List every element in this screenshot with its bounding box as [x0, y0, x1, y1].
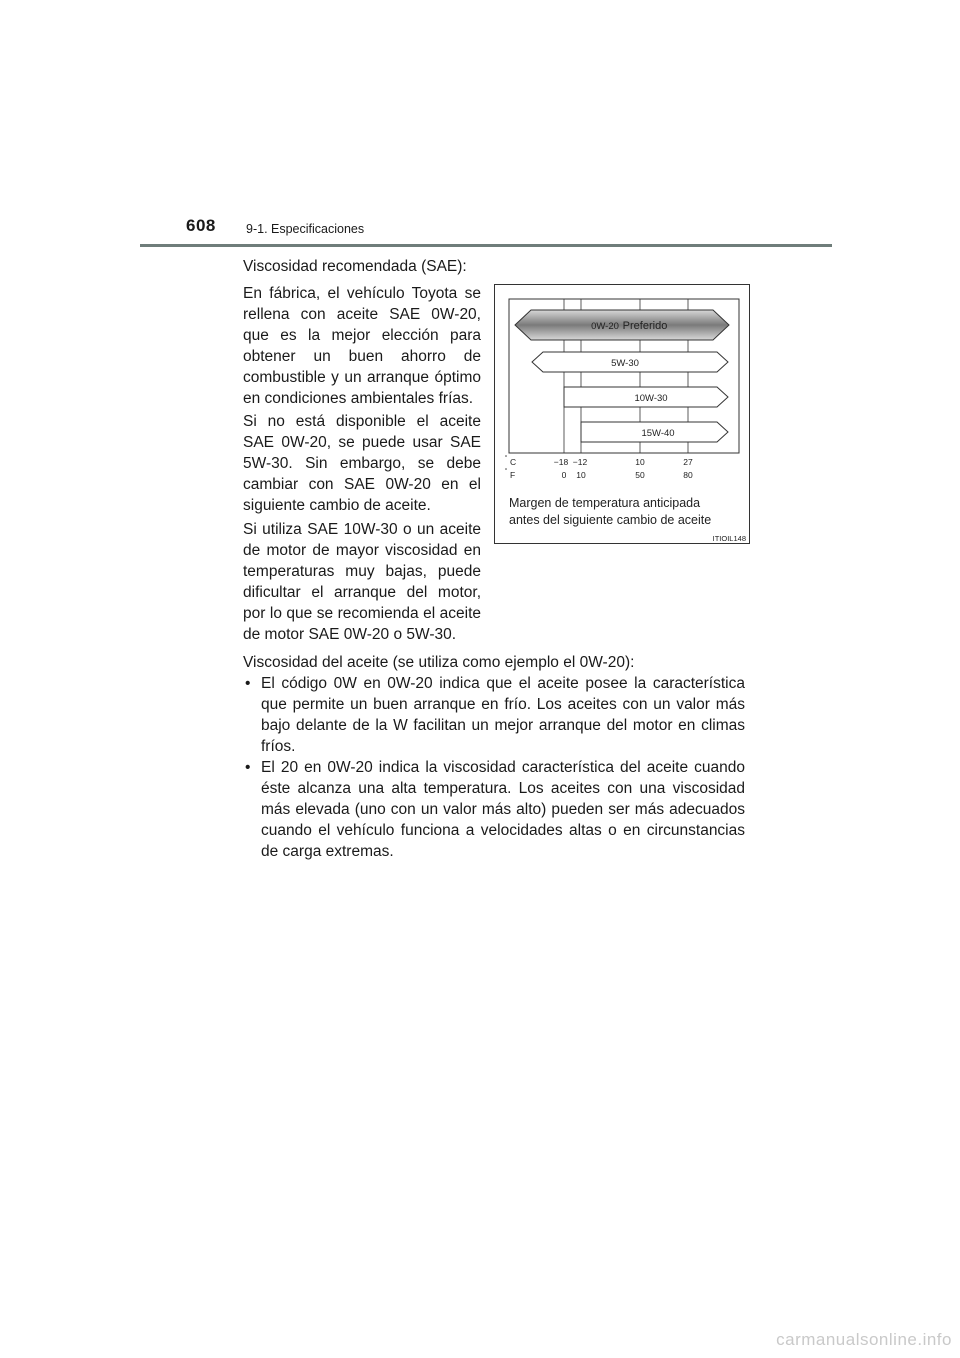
figure-caption: antes del siguiente cambio de aceite: [509, 513, 712, 527]
tick-f: 0: [561, 470, 567, 480]
paragraph-factory-oil: En fábrica, el vehículo Toyota se rellena con aceite SAE 0W-20, que es la mejor elección para obtener un buen ahorro de combustible y un arranque óptimo en condiciones ambientales frías.: [243, 285, 481, 407]
grade-0w20-tag: Preferido: [622, 320, 668, 332]
tick-f: 10: [576, 470, 586, 480]
viscosity-figure: [494, 284, 750, 544]
page-number: 608: [186, 216, 216, 235]
list-item: [243, 673, 745, 757]
tick-f: 80: [683, 470, 693, 480]
grade-15w40-label: 15W-40: [641, 428, 675, 439]
list-item: [243, 757, 745, 862]
unit-f-label: F: [510, 470, 516, 480]
viscosity-chart: [495, 285, 751, 545]
section-title: 9-1. Especificaciones: [246, 222, 365, 236]
grade-5w30-label: 5W-30: [611, 358, 639, 369]
lead-heading: Viscosidad recomendada (SAE):: [243, 258, 467, 275]
paragraph-alternative-oil: Si no está disponible el aceite SAE 0W-20, se puede usar SAE 5W-30. Sin embargo, se debe cambiar con SAE 0W-20 en el siguiente cambio de aceite.: [243, 413, 481, 514]
bullet-dot: •: [245, 759, 251, 776]
tick-f: 50: [635, 470, 645, 480]
bullet-dot: •: [245, 675, 251, 692]
unit-f-degree: ˚: [505, 469, 508, 476]
figure-code: ITIOIL148: [712, 534, 746, 543]
paragraph-high-viscosity: Si utiliza SAE 10W-30 o un aceite de motor de mayor viscosidad en temperaturas muy bajas, puede dificultar el arranque del motor, por lo que se recomienda el aceite de motor SAE 0W-20 o 5W-30.: [243, 521, 481, 643]
bullet-text: El 20 en 0W-20 indica la viscosidad característica del aceite cuando éste alcanza una alta temperatura. Los aceites con una viscosidad más elevada (uno con un valor más alto) pueden ser más adecuados cuando el vehículo funciona a velocidades altas o en circunstancias de carga extremas.: [261, 759, 745, 860]
grade-0w20-label: 0W-20: [591, 321, 619, 332]
viscosity-intro: Viscosidad del aceite (se utiliza como ejemplo el 0W-20):: [243, 654, 635, 671]
unit-c-degree: ˚: [505, 456, 508, 463]
tick-c: −18: [553, 457, 569, 467]
tick-c: 10: [635, 457, 645, 467]
figure-caption: Margen de temperatura anticipada: [509, 496, 701, 510]
header-rule: [140, 244, 832, 247]
site-watermark: carmanualsonline.info: [776, 1330, 952, 1349]
unit-c-label: C: [510, 457, 517, 467]
tick-c: 27: [683, 457, 693, 467]
grade-10w30-label: 10W-30: [634, 393, 668, 404]
viscosity-bullets: [243, 673, 745, 862]
tick-c: −12: [572, 457, 588, 467]
bullet-text: El código 0W en 0W-20 indica que el aceite posee la característica que permite un buen arranque en frío. Los aceites con un valor más bajo delante de la W facilitan un mejor arranque del motor en climas fríos.: [261, 675, 745, 755]
